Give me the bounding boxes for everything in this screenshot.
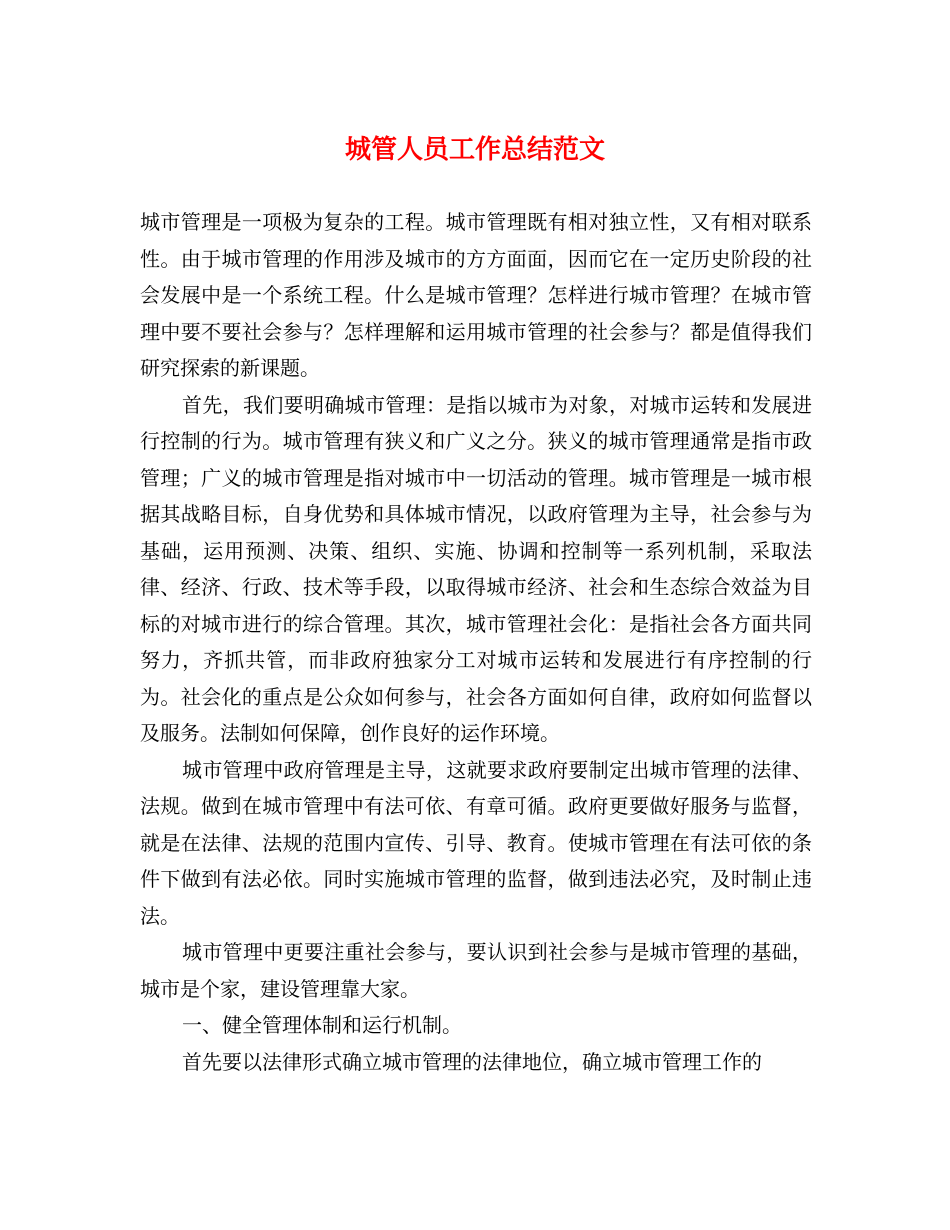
document-title: 城管人员工作总结范文 — [344, 135, 605, 165]
document-body — [140, 204, 812, 1080]
paragraph-government-role: 城市管理中政府管理是主导，这就要求政府要制定出城市管理的法律、法规。做到在城市管理中有法可依、有章可循。政府更要做好服务与监督，就是在法律、法规的范围内宣传、引导、教育。使城市管理在有法可依的条件下做到有法必依。同时实施城市管理的监督，做到违法必究，及时制止违法。 — [140, 757, 812, 928]
paragraph-social-participation: 城市管理中更要注重社会参与，要认识到社会参与是城市管理的基础，城市是个家，建设管理靠大家。 — [140, 940, 812, 1001]
section-heading-1: 一、健全管理体制和运行机制。 — [182, 1013, 462, 1037]
paragraph-intro: 城市管理是一项极为复杂的工程。城市管理既有相对独立性，又有相对联系性。由于城市管理的作用涉及城市的方方面面，因而它在一定历史阶段的社会发展中是一个系统工程。什么是城市管理？怎样进行城市管理？在城市管理中要不要社会参与？怎样理解和运用城市管理的社会参与？都是值得我们研究探索的新课题。 — [140, 210, 812, 380]
paragraph-legal-status: 首先要以法律形式确立城市管理的法律地位，确立城市管理工作的 — [182, 1049, 762, 1074]
paragraph-definition: 首先，我们要明确城市管理：是指以城市为对象，对城市运转和发展进行控制的行为。城市管理有狭义和广义之分。狭义的城市管理通常是指市政管理；广义的城市管理是指对城市中一切活动的管理。城市管理是一城市根据其战略目标，自身优势和具体城市情况，以政府管理为主导，社会参与为基础，运用预测、决策、组织、实施、协调和控制等一系列机制，采取法律、经济、行政、技术等手段，以取得城市经济、社会和生态综合效益为目标的对城市进行的综合管理。其次，城市管理社会化：是指社会各方面共同努力，齐抓共管，而非政府独家分工对城市运转和发展进行有序控制的行为。社会化的重点是公众如何参与，社会各方面如何自律，政府如何监督以及服务。法制如何保障，创作良好的运作环境。 — [140, 392, 812, 745]
